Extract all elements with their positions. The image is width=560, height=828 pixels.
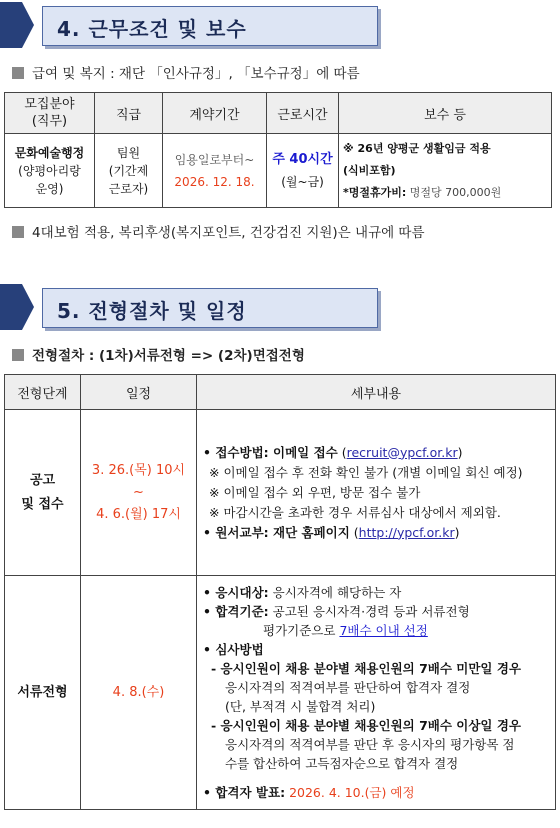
header-pay: 보수 등	[339, 93, 552, 134]
bullet-square-icon	[12, 226, 24, 238]
section-4-header	[0, 2, 380, 48]
table-row	[5, 134, 552, 208]
cell-stage-announce: 공고 및 접수	[5, 410, 81, 576]
homepage-link[interactable]: http://ypcf.or.kr	[358, 524, 455, 540]
section-5-title: 5. 전형절차 및 일정	[57, 299, 247, 323]
benefits-note: 4대보험 적용, 복리후생(복지포인트, 건강검진 지원)은 내규에 따름	[12, 221, 425, 241]
work-conditions-table	[4, 92, 552, 208]
cell-details-document: • 응시대상: 응시자격에 해당하는 자 • 합격기준: 공고된 응시자격·경력 등과 서류전형 평가기준으로 7배수 이내 선정 • 심사방법 - 응시인원이 채용 분야별 채용인원의 7배수 미만일 경우 응시자격의 적격여부를 판단하여 합격자 결정 (단, 부적격 시 불합격 처리) - 응시인원이 채용 분야별 채용인원의 7배수 이상일 경우 응시자격의 적격여부를 판단 후 응시자의 평가항목 점 수를 합산하여 고득점자순으로 합격자 결정 • 합격자 발표: 2026. 4. 10.(금) 예정	[197, 576, 556, 810]
cell-hours: 주 40시간 (월~금)	[267, 134, 339, 208]
cell-date-document: 4. 8.(수)	[81, 576, 197, 810]
section-title-box	[42, 288, 378, 328]
cell-pay: ※ 26년 양평군 생활임금 적용 (식비포함) *명절휴가비: 명절당 700,000원	[339, 134, 552, 208]
cell-date-announce: 3. 26.(목) 10시 ~ 4. 6.(월) 17시	[81, 410, 197, 576]
cell-details-announce: • 접수방법: 이메일 접수 (recruit@ypcf.or.kr) ※ 이메일 접수 후 전화 확인 불가 (개별 이메일 회신 예정) ※ 이메일 접수 외 우편, 방문 접수 불가 ※ 마감시간을 초과한 경우 서류심사 대상에서 제외함. • 원서교부: 재단 홈페이지 (http://ypcf.or.kr)	[197, 410, 556, 576]
header-grade: 직급	[95, 93, 163, 134]
schedule-table	[4, 374, 556, 810]
bullet-square-icon	[12, 349, 24, 361]
cell-field: 문화예술행정 (양평아리랑 운영)	[5, 134, 95, 208]
header-field: 모집분야 (직무)	[5, 93, 95, 134]
table-row	[5, 410, 556, 576]
header-stage: 전형단계	[5, 375, 81, 410]
bullet-square-icon	[12, 67, 24, 79]
header-hours: 근로시간	[267, 93, 339, 134]
table-header-row	[5, 93, 552, 134]
header-details: 세부내용	[197, 375, 556, 410]
table-row	[5, 576, 556, 810]
section-title-box	[42, 6, 378, 46]
table-header-row	[5, 375, 556, 410]
cell-period: 임용일로부터~ 2026. 12. 18.	[163, 134, 267, 208]
header-schedule: 일정	[81, 375, 197, 410]
cell-grade: 팀원 (기간제 근로자)	[95, 134, 163, 208]
email-link[interactable]: recruit@ypcf.or.kr	[346, 444, 458, 460]
header-period: 계약기간	[163, 93, 267, 134]
section-4-title: 4. 근무조건 및 보수	[57, 17, 247, 41]
salary-note: 급여 및 복지 : 재단 「인사규정」, 「보수규정」에 따름	[12, 62, 360, 82]
section-5-header	[0, 284, 380, 330]
process-note: 전형절차 : (1차)서류전형 => (2차)면접전형	[12, 344, 305, 364]
cell-stage-document: 서류전형	[5, 576, 81, 810]
section-arrow-icon	[0, 284, 34, 330]
section-arrow-icon	[0, 2, 34, 48]
